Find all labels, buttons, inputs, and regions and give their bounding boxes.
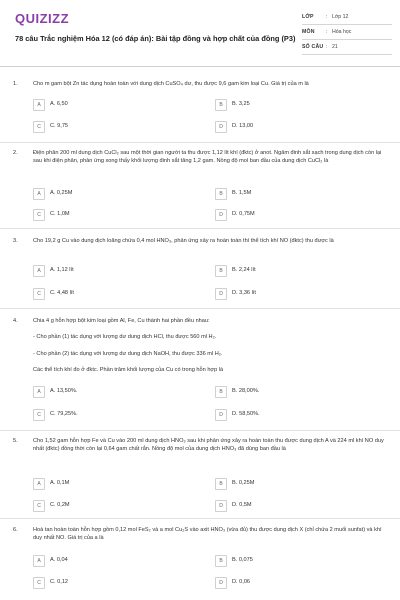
option-letter-box[interactable]: D: [215, 121, 227, 133]
option-letter-box[interactable]: D: [215, 577, 227, 589]
option-letter-box[interactable]: B: [215, 188, 227, 200]
option-b[interactable]: [215, 188, 365, 200]
question-text: Chia 4 g hỗn hợp bột kim loại gồm Al, Fe, Cu thành hai phần đều nhau:: [33, 318, 210, 324]
question-bullet: - Cho phần (1) tác dụng với lượng dư dung dịch HCl, thu được 560 ml H₂.: [33, 334, 217, 340]
question-divider: [0, 228, 400, 229]
question-number: 3.: [13, 238, 18, 244]
option-text: D. 0,75M: [232, 211, 255, 217]
quizizz-logo[interactable]: QUIZIZZ: [15, 11, 70, 26]
option-letter-box[interactable]: D: [215, 409, 227, 421]
option-letter-box[interactable]: B: [215, 555, 227, 567]
option-letter-box[interactable]: C: [33, 209, 45, 221]
option-d[interactable]: [215, 409, 365, 421]
option-text: B. 1,5M: [232, 190, 252, 196]
option-letter-box[interactable]: C: [33, 288, 45, 300]
meta-row-count: [302, 42, 392, 57]
option-text: D. 0,5M: [232, 502, 252, 508]
question-text: Cho 1,52 gam hỗn hợp Fe và Cu vào 200 ml dung dịch HNO₃ sau khi phản ứng xảy ra hoàn toàn thu được dung dịch A và 224 ml khí NO duy nhất (đktc) đồng thời còn lại 0,64 gam chất rắn. Nồng độ mol của dung dịch HNO₃ đã dùng ban đầu là: [33, 438, 384, 452]
meta-info: [302, 12, 392, 57]
option-text: C. 79,25%.: [50, 411, 78, 417]
option-letter-box[interactable]: C: [33, 409, 45, 421]
option-letter-box[interactable]: B: [215, 99, 227, 111]
option-letter-box[interactable]: C: [33, 577, 45, 589]
option-text: C. 0,2M: [50, 502, 70, 508]
question-divider: [0, 518, 400, 519]
option-c[interactable]: [33, 409, 183, 421]
option-c[interactable]: [33, 500, 183, 512]
option-text: A. 0,1M: [50, 480, 70, 486]
option-letter-box[interactable]: C: [33, 121, 45, 133]
option-letter-box[interactable]: A: [33, 188, 45, 200]
meta-row-subject: [302, 27, 392, 42]
option-b[interactable]: [215, 478, 365, 490]
option-letter-box[interactable]: A: [33, 265, 45, 277]
option-a[interactable]: [33, 265, 183, 277]
meta-value: Hóa học: [332, 29, 352, 35]
option-text: A. 1,12 lít: [50, 267, 74, 273]
meta-key: LỚP: [302, 14, 314, 20]
option-c[interactable]: [33, 288, 183, 300]
option-text: A. 6,50: [50, 101, 68, 107]
meta-underline: [302, 54, 392, 55]
question-number: 4.: [13, 318, 18, 324]
option-letter-box[interactable]: A: [33, 99, 45, 111]
question-number: 6.: [13, 527, 18, 533]
option-text: C. 1,0M: [50, 211, 70, 217]
option-a[interactable]: [33, 386, 183, 398]
question-divider: [0, 308, 400, 309]
meta-row-class: [302, 12, 392, 27]
option-letter-box[interactable]: A: [33, 555, 45, 567]
option-letter-box[interactable]: A: [33, 386, 45, 398]
option-b[interactable]: [215, 99, 365, 111]
option-d[interactable]: [215, 288, 365, 300]
question-text: Cho 19,2 g Cu vào dung dịch loãng chứa 0,4 mol HNO₃, phản ứng xảy ra hoàn toàn thì thể tích khí NO (đktc) thu được là: [33, 238, 334, 244]
option-text: B. 28,00%.: [232, 388, 260, 394]
option-letter-box[interactable]: D: [215, 500, 227, 512]
option-text: D. 3,36 lít: [232, 290, 256, 296]
meta-key: MÔN: [302, 29, 315, 35]
page-title: 78 câu Trắc nghiệm Hóa 12 (có đáp án): Bài tập đồng và hợp chất của đồng (P3): [15, 34, 296, 43]
option-a[interactable]: [33, 478, 183, 490]
option-b[interactable]: [215, 386, 365, 398]
option-text: D. 13,00: [232, 123, 254, 129]
option-b[interactable]: [215, 555, 365, 567]
option-letter-box[interactable]: A: [33, 478, 45, 490]
meta-colon: :: [326, 14, 328, 20]
option-a[interactable]: [33, 555, 183, 567]
meta-key: SỐ CÂU: [302, 44, 324, 50]
option-d[interactable]: [215, 209, 365, 221]
option-text: D. 0,06: [232, 579, 251, 585]
option-text: B. 2,24 lít: [232, 267, 256, 273]
meta-underline: [302, 24, 392, 25]
meta-value: Lớp 12: [332, 14, 349, 20]
worksheet-header: [0, 0, 400, 64]
question-text: Điện phân 200 ml dung dịch CuCl₂ sau một thời gian người ta thu được 1,12 lít khí (đktc) ở anot. Ngâm đinh sắt sạch trong dung dịch còn lại sau khi điện phân, phản ứng xong thấy khối lượng đinh sắt tăng 1,2 gam. Nồng độ mol ban đầu của dung dịch CuCl₂ là: [33, 150, 382, 164]
question-text: Cho m gam bột Zn tác dụng hoàn toàn với dung dịch CuSO₄ dư, thu được 9,6 gam kim loại Cu. Giá trị của m là: [33, 81, 309, 87]
question-text-continued: Các thể tích khí đo ở đktc. Phần trăm khối lượng của Cu có trong hỗn hợp là: [33, 367, 224, 373]
option-letter-box[interactable]: C: [33, 500, 45, 512]
option-a[interactable]: [33, 99, 183, 111]
option-c[interactable]: [33, 209, 183, 221]
option-text: C. 0,12: [50, 579, 69, 585]
option-text: A. 0,25M: [50, 190, 73, 196]
option-text: A. 13,50%.: [50, 388, 78, 394]
option-letter-box[interactable]: D: [215, 209, 227, 221]
question-divider: [0, 430, 400, 431]
option-d[interactable]: [215, 121, 365, 133]
meta-colon: :: [326, 29, 328, 35]
question-number: 5.: [13, 438, 18, 444]
header-divider: [0, 66, 400, 67]
option-letter-box[interactable]: B: [215, 265, 227, 277]
option-a[interactable]: [33, 188, 183, 200]
meta-underline: [302, 39, 392, 40]
option-text: C. 9,75: [50, 123, 69, 129]
option-letter-box[interactable]: B: [215, 386, 227, 398]
option-d[interactable]: [215, 500, 365, 512]
option-b[interactable]: [215, 265, 365, 277]
question-number: 1.: [13, 81, 18, 87]
meta-value: 21: [332, 44, 338, 50]
option-d[interactable]: [215, 577, 365, 589]
option-text: A. 0,04: [50, 557, 68, 563]
question-divider: [0, 142, 400, 143]
meta-colon: :: [326, 44, 328, 50]
option-text: B. 0,075: [232, 557, 253, 563]
option-letter-box[interactable]: B: [215, 478, 227, 490]
option-text: D. 58,50%.: [232, 411, 260, 417]
question-text: Hoà tan hoàn toàn hỗn hợp gồm 0,12 mol FeS₂ và a mol Cu₂S vào axit HNO₃ (vừa đủ) thu được dung dịch X (chỉ chứa 2 muối sunfat) và khí duy nhất NO. Giá trị của a là: [33, 527, 382, 541]
question-number: 2.: [13, 150, 18, 156]
option-text: B. 0,25M: [232, 480, 255, 486]
question-bullet: - Cho phần (2) tác dụng với lượng dư dung dịch NaOH, thu được 336 ml H₂.: [33, 351, 223, 357]
option-text: C. 4,48 lít: [50, 290, 74, 296]
option-letter-box[interactable]: D: [215, 288, 227, 300]
option-text: B. 3,25: [232, 101, 250, 107]
option-c[interactable]: [33, 121, 183, 133]
option-c[interactable]: [33, 577, 183, 589]
